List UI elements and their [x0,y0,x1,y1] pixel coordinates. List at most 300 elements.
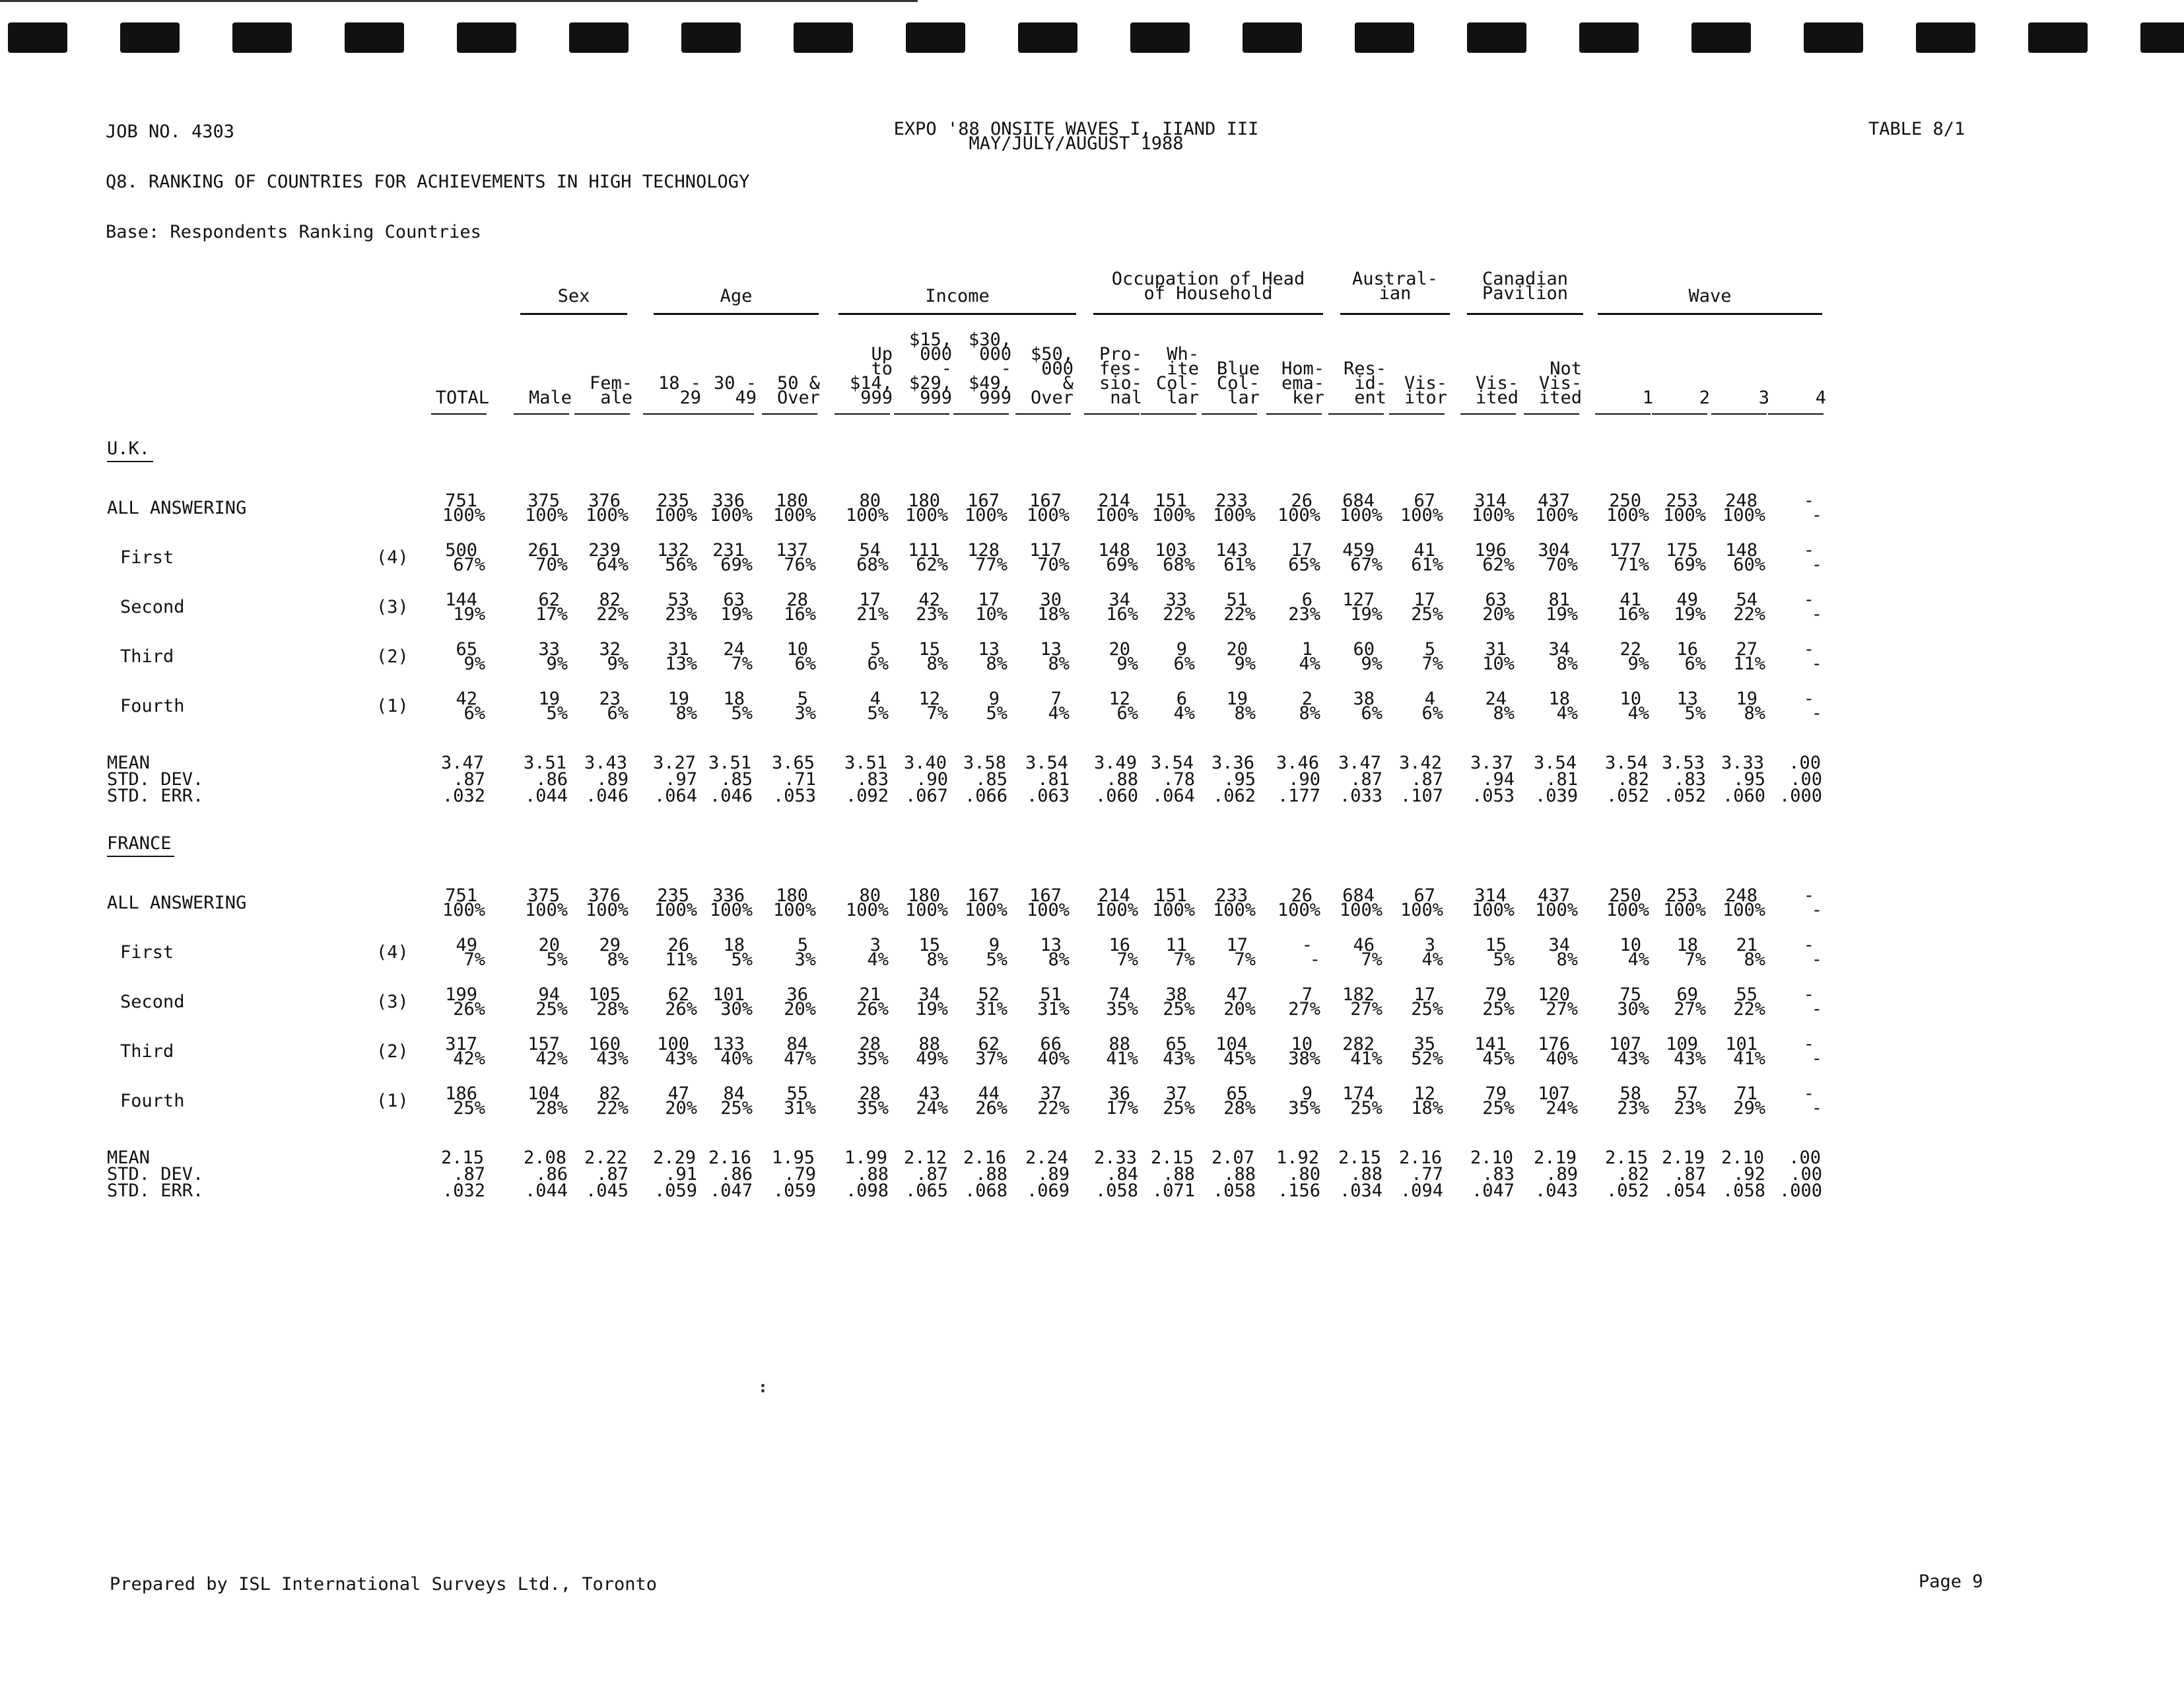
cell-percent: - [1811,1098,1822,1118]
cell-count: 43 [918,1083,940,1104]
stat-value: .052 [1662,786,1706,806]
cell-count: 60 [1353,639,1375,660]
column-header-underline [574,413,630,415]
stat-value: .068 [964,1181,1007,1201]
cell-count: 27 [1736,639,1757,660]
stat-value: 2.19 [1661,1148,1705,1168]
cell-percent: 18% [1411,1098,1443,1118]
cell-percent: 42% [453,1048,485,1069]
column-header-underline [1141,413,1196,415]
stat-value: .032 [442,786,485,806]
cell-percent: 67% [453,555,485,575]
report-title-line2: MAY/JULY/AUGUST 1988 [969,133,1184,154]
cell-count: 182 [1342,984,1375,1005]
cell-percent: 25% [720,1098,753,1118]
cell-count: 51 [1226,590,1248,610]
cell-count: 46 [1353,935,1375,955]
column-header: 2 [1699,388,1710,408]
cell-percent: 100% [1277,505,1320,526]
cell-percent: 26% [453,999,485,1019]
cell-count: 10 [786,639,808,660]
cell-percent: 42% [535,1048,568,1069]
cell-count: 15 [918,935,940,955]
column-group-header: Occupation of Head of Household [1111,269,1305,304]
cell-count: 336 [712,885,745,906]
cell-count: - [1803,540,1814,561]
cell-count: - [1803,935,1814,955]
cell-count: 437 [1538,885,1570,906]
column-header-underline [1202,413,1257,415]
cell-count: 132 [657,540,689,561]
stat-value: .033 [1339,786,1382,806]
stat-value: 3.51 [523,753,566,773]
cell-count: 18 [723,689,745,709]
column-header-underline [1768,413,1824,415]
cell-count: 3 [870,935,881,955]
cell-count: 88 [1109,1034,1130,1054]
cell-count: 233 [1215,491,1248,511]
cell-count: 24 [723,639,745,660]
cell-percent: 9% [1361,654,1382,674]
perforation-hole [1691,22,1751,53]
cell-percent: 4% [1627,703,1649,724]
cell-percent: 9% [546,654,568,674]
cell-count: 253 [1666,885,1698,906]
stat-value: .034 [1339,1181,1382,1201]
stat-value: 2.07 [1211,1148,1254,1168]
cell-percent: 100% [654,900,697,920]
cell-count: 79 [1485,1083,1507,1104]
cell-count: 141 [1474,1034,1507,1054]
stat-value: .046 [585,786,629,806]
stat-value: .86 [535,769,568,790]
cell-percent: 100% [442,900,485,920]
cell-count: 28 [859,1083,881,1104]
cell-count: 5 [797,689,808,709]
cell-percent: 6% [867,654,889,674]
cell-percent: 52% [1411,1048,1443,1069]
cell-percent: - [1811,999,1822,1019]
cell-percent: 5% [731,703,753,724]
cell-percent: 27% [1288,999,1320,1019]
cell-count: 79 [1485,984,1507,1005]
column-group-underline [1467,313,1583,315]
column-header-underline [1328,413,1384,415]
cell-percent: 6% [1361,703,1382,724]
stat-value: .047 [709,1181,753,1201]
cell-percent: 7% [1684,949,1706,970]
cell-count: 167 [1029,491,1062,511]
cell-count: 148 [1098,540,1130,561]
cell-count: 151 [1155,491,1187,511]
stat-value: .90 [916,769,948,790]
perforation-hole [1243,22,1302,53]
cell-count: 17 [1414,590,1435,610]
stat-value: .88 [856,1164,889,1184]
cell-count: 63 [1485,590,1507,610]
stat-value: .156 [1277,1181,1320,1201]
cell-count: 35 [1414,1034,1435,1054]
cell-percent: 5% [986,949,1007,970]
cell-count: 26 [1291,885,1313,906]
cell-percent: 100% [1471,900,1515,920]
cell-percent: 65% [1288,555,1320,575]
cell-count: 235 [657,491,689,511]
cell-percent: 69% [1106,555,1138,575]
cell-percent: 22% [1223,604,1256,625]
cell-count: - [1803,984,1814,1005]
cell-count: 31 [1485,639,1507,660]
cell-count: 4 [870,689,881,709]
cell-count: 62 [667,984,689,1005]
cell-count: 4 [1424,689,1435,709]
cell-percent: 22% [1733,999,1765,1019]
stat-value: 2.15 [1150,1148,1194,1168]
column-header: Vis- ited [1475,373,1519,408]
stat-value: .88 [1106,769,1138,790]
column-header-underline [514,413,569,415]
cell-count: 104 [528,1083,560,1104]
cell-percent: 4% [1173,703,1195,724]
cell-count: 186 [445,1083,477,1104]
cell-count: 177 [1609,540,1641,561]
cell-percent: 23% [1617,1098,1649,1118]
perforation-strip [0,22,2184,54]
cell-count: 29 [599,935,621,955]
cell-count: 26 [1291,491,1313,511]
row-rank-weight: (3) [376,597,409,617]
row-label: Second [120,992,185,1012]
column-header: 50 & Over [776,373,820,408]
stat-value: 2.10 [1721,1148,1764,1168]
cell-percent: 19% [1546,604,1578,625]
cell-count: 17 [859,590,881,610]
cell-percent: 70% [1037,555,1070,575]
column-header-underline [1266,413,1322,415]
cell-count: 100 [657,1034,689,1054]
cell-count: 3 [1424,935,1435,955]
cell-percent: 62% [1482,555,1515,575]
stat-value: .86 [720,1164,753,1184]
stat-value: 3.27 [652,753,696,773]
cell-count: 17 [1291,540,1313,561]
cell-percent: 35% [1288,1098,1320,1118]
cell-count: 5 [797,935,808,955]
cell-count: 6 [1176,689,1187,709]
cell-percent: 6% [1116,703,1138,724]
perforation-hole [2028,22,2088,53]
cell-count: 47 [1226,984,1248,1005]
column-header: 4 [1815,388,1826,408]
cell-count: 74 [1109,984,1130,1005]
cell-percent: - [1811,900,1822,920]
stat-value: 3.33 [1721,753,1764,773]
cell-percent: 76% [784,555,816,575]
cell-count: 684 [1342,491,1375,511]
column-header: Blue Col- lar [1216,359,1260,408]
stat-value: .045 [585,1181,629,1201]
cell-percent: 38% [1288,1048,1320,1069]
cell-count: 65 [1226,1083,1248,1104]
cell-percent: 41% [1106,1048,1138,1069]
cell-count: 65 [1165,1034,1187,1054]
cell-percent: 10% [975,604,1007,625]
perforation-hole [1467,22,1526,53]
cell-percent: 4% [1048,703,1070,724]
row-label: First [120,942,174,963]
row-label: ALL ANSWERING [107,498,247,518]
cell-percent: 100% [1662,900,1706,920]
stat-value: .00 [1790,1164,1822,1184]
stat-value: .059 [654,1181,697,1201]
column-header: Up to $14, 999 [849,344,893,408]
cell-percent: 20% [665,1098,697,1118]
cell-percent: 100% [1095,900,1138,920]
stat-value: .092 [845,786,889,806]
cell-percent: 35% [1106,999,1138,1019]
cell-count: 34 [1109,590,1130,610]
cell-percent: 16% [784,604,816,625]
cell-percent: 7% [1421,654,1443,674]
cell-count: 84 [786,1034,808,1054]
cell-percent: 60% [1733,555,1765,575]
column-header: $30, 000 - $49, 999 [968,329,1011,408]
column-header-underline [762,413,817,415]
stat-value: .86 [535,1164,568,1184]
perforation-hole [1804,22,1863,53]
cell-percent: 3% [794,949,816,970]
stat-value: .177 [1277,786,1320,806]
column-group-header: Age [720,286,753,306]
cell-count: 82 [599,1083,621,1104]
cell-count: 1 [1301,639,1313,660]
cell-count: 120 [1538,984,1570,1005]
cell-count: 144 [445,590,477,610]
cell-count: 9 [1301,1083,1313,1104]
cell-percent: 30% [1617,999,1649,1019]
stat-value: 3.53 [1661,753,1705,773]
cell-count: 82 [599,590,621,610]
cell-percent: 100% [1339,900,1382,920]
cell-count: 17 [1414,984,1435,1005]
stat-value: .071 [1151,1181,1195,1201]
stat-value: .046 [709,786,753,806]
cell-count: - [1803,1083,1814,1104]
cell-percent: 8% [926,949,948,970]
stat-value: .87 [453,1164,485,1184]
stat-value: .064 [1151,786,1195,806]
stat-value: 3.58 [963,753,1006,773]
cell-percent: 31% [975,999,1007,1019]
stat-value: .032 [442,1181,485,1201]
cell-count: 33 [538,639,560,660]
cell-count: 105 [588,984,621,1005]
stat-value: .00 [1789,1148,1821,1168]
cell-count: 12 [918,689,940,709]
top-edge-line [0,0,918,2]
cell-count: 15 [1485,935,1507,955]
section-country-label: U.K. [107,438,151,459]
stat-value: .065 [904,1181,948,1201]
cell-count: 23 [599,689,621,709]
cell-count: 9 [988,935,1000,955]
column-group-underline [654,313,819,315]
cell-percent: 25% [1482,999,1515,1019]
cell-count: 304 [1538,540,1570,561]
column-header: $50, 000 & Over [1030,344,1074,408]
cell-percent: 100% [904,900,948,920]
perforation-hole [2140,22,2184,53]
perforation-hole [1018,22,1077,53]
column-header: 1 [1642,388,1653,408]
cell-count: 375 [528,885,560,906]
cell-percent: 4% [1421,949,1443,970]
row-label: ALL ANSWERING [107,893,247,913]
cell-count: 143 [1215,540,1248,561]
stat-value: 2.19 [1533,1148,1577,1168]
cell-count: 69 [1676,984,1698,1005]
cell-percent: 71% [1617,555,1649,575]
column-header-underline [1524,413,1579,415]
stat-value: 3.47 [440,753,484,773]
cell-percent: 28% [535,1098,568,1118]
stat-value: 3.51 [708,753,751,773]
cell-percent: 100% [772,900,816,920]
stat-value: 2.22 [584,1148,627,1168]
stat-value: 3.37 [1470,753,1513,773]
stat-value: 2.16 [963,1148,1006,1168]
perforation-hole [457,22,516,53]
cell-percent: 27% [1674,999,1706,1019]
cell-percent: 26% [665,999,697,1019]
cell-count: 28 [859,1034,881,1054]
cell-percent: 100% [524,900,568,920]
cell-percent: 6% [1684,654,1706,674]
cell-percent: 68% [1163,555,1195,575]
stat-value: .059 [772,1181,816,1201]
stat-value: .063 [1026,786,1070,806]
stat-value: .84 [1106,1164,1138,1184]
stat-value: .85 [975,769,1007,790]
stat-value: .107 [1400,786,1443,806]
row-label: Third [120,1041,174,1062]
stat-value: 3.36 [1211,753,1254,773]
cell-count: 214 [1098,885,1130,906]
cell-count: 38 [1353,689,1375,709]
cell-percent: 61% [1411,555,1443,575]
cell-count: 16 [1676,639,1698,660]
cell-count: 376 [588,885,621,906]
cell-count: 180 [776,491,808,511]
cell-percent: 6% [1421,703,1443,724]
stat-value: .95 [1733,769,1765,790]
stat-value: .053 [772,786,816,806]
cell-percent: 9% [1234,654,1256,674]
stat-value: .88 [1350,1164,1382,1184]
cell-percent: 20% [784,999,816,1019]
cell-percent: 35% [856,1048,889,1069]
cell-count: 47 [667,1083,689,1104]
cell-count: 148 [1725,540,1757,561]
cell-count: 30 [1040,590,1062,610]
cell-count: 107 [1609,1034,1641,1054]
cell-percent: 18% [1037,604,1070,625]
cell-percent: - [1811,604,1822,625]
stat-label: STD. ERR. [107,786,204,806]
stat-value: 3.47 [1338,753,1381,773]
cell-count: - [1301,935,1313,955]
stat-value: .82 [1617,1164,1649,1184]
row-rank-weight: (2) [376,646,409,667]
cell-percent: 5% [731,949,753,970]
cell-percent: 8% [1556,654,1578,674]
stat-value: 2.29 [652,1148,696,1168]
stat-value: .92 [1733,1164,1765,1184]
cell-percent: 7% [1116,949,1138,970]
cell-count: 180 [908,491,940,511]
prepared-by: Prepared by ISL International Surveys Ltd., Toronto [110,1574,658,1595]
cell-count: 24 [1485,689,1507,709]
column-header-underline [1652,413,1707,415]
cell-percent: 100% [1662,505,1706,526]
stat-value: .87 [916,1164,948,1184]
stat-value: 3.40 [903,753,947,773]
cell-percent: 23% [1288,604,1320,625]
column-header-underline [1389,413,1445,415]
cell-percent: 7% [1361,949,1382,970]
stat-value: 2.24 [1025,1148,1068,1168]
cell-percent: 100% [845,505,889,526]
cell-count: 175 [1666,540,1698,561]
cell-count: 751 [445,491,477,511]
perforation-hole [1916,22,1975,53]
stat-value: 3.65 [771,753,815,773]
row-label: Second [120,597,185,617]
cell-percent: 28% [1223,1098,1256,1118]
stat-value: .88 [1163,1164,1195,1184]
cell-count: 19 [1226,689,1248,709]
cell-percent: 6% [607,703,629,724]
cell-count: 49 [456,935,477,955]
cell-count: 71 [1736,1083,1757,1104]
stat-value: 2.08 [523,1148,566,1168]
cell-percent: 8% [1048,654,1070,674]
cell-percent: 29% [1733,1098,1765,1118]
cell-percent: 16% [1617,604,1649,625]
cell-percent: 4% [1299,654,1320,674]
stat-value: .066 [964,786,1007,806]
cell-count: 214 [1098,491,1130,511]
stat-value: .054 [1662,1181,1706,1201]
cell-count: 58 [1620,1083,1641,1104]
cell-percent: 23% [916,604,948,625]
cell-percent: 4% [867,949,889,970]
column-header: TOTAL [435,388,489,408]
job-number: JOB NO. 4303 [106,121,235,142]
stat-value: .87 [596,1164,629,1184]
cell-percent: 100% [524,505,568,526]
section-country-label: FRANCE [107,833,172,854]
cell-percent: 100% [1722,900,1765,920]
cell-count: 18 [1548,689,1570,709]
cell-percent: 49% [916,1048,948,1069]
cell-count: 157 [528,1034,560,1054]
column-header-underline [643,413,699,415]
cell-count: 6 [1301,590,1313,610]
cell-percent: - [1811,703,1822,724]
column-header-underline [1084,413,1140,415]
cell-percent: 100% [772,505,816,526]
